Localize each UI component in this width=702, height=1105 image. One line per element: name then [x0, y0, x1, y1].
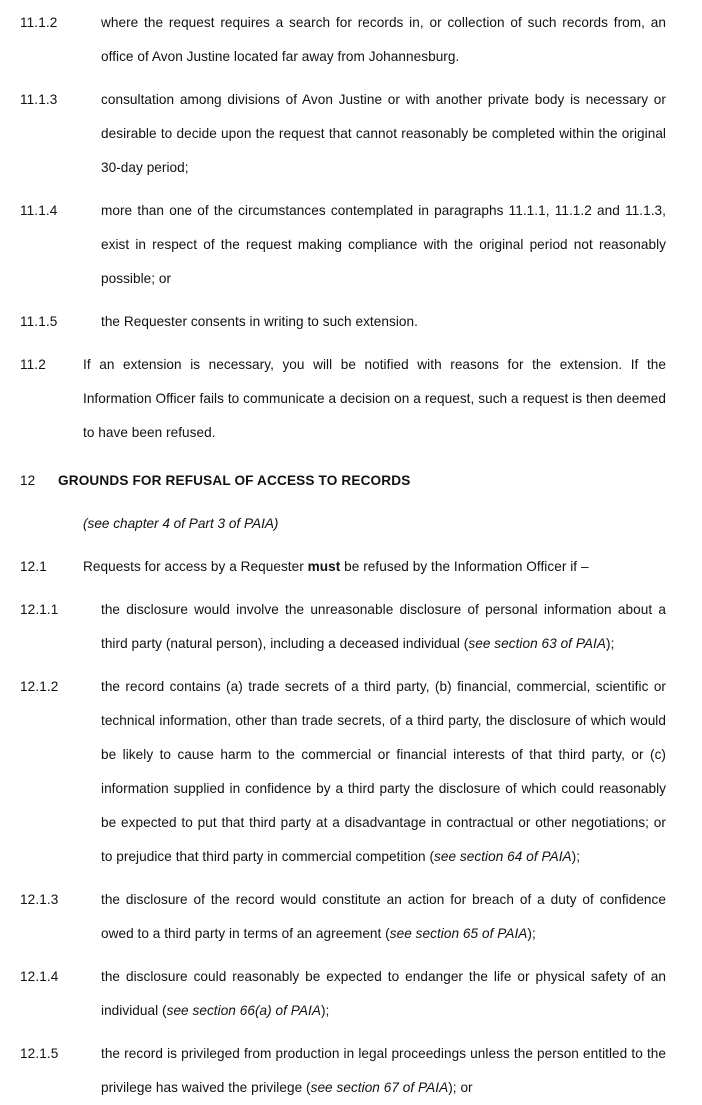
clause-number: 11.1.5	[20, 314, 58, 329]
statute-reference: see section 66(a) of PAIA	[166, 1003, 321, 1018]
clause-text	[83, 550, 666, 584]
clause-number: 12.1	[20, 559, 47, 574]
clause-text	[101, 670, 666, 874]
clause-12-1-1	[0, 593, 702, 661]
spacer	[0, 74, 702, 83]
clause-text: If an extension is necessary, you will be notified with reasons for the extension. If the Information Officer fails to communicate a decision on a request, such a request is then deemed to have been refused.	[83, 357, 666, 440]
clause-number: 11.1.3	[20, 92, 58, 107]
statute-reference: see section 65 of PAIA	[389, 926, 528, 941]
clause-number: 12.1.2	[20, 679, 59, 694]
clause-text	[101, 593, 666, 661]
clause-number: 12.1.5	[20, 1046, 59, 1061]
statute-reference: see section 63 of PAIA	[468, 636, 606, 651]
spacer	[0, 584, 702, 593]
clause-text: the Requester consents in writing to such extension.	[101, 314, 418, 329]
clause-11-1-3	[0, 83, 702, 185]
clause-text-part: Requests for access by a Requester	[83, 559, 308, 574]
clause-11-1-4	[0, 194, 702, 296]
section-heading-12	[0, 464, 702, 498]
statute-reference: see section 64 of PAIA	[434, 849, 572, 864]
clause-text: more than one of the circumstances contemplated in paragraphs 11.1.1, 11.1.2 and 11.1.3, exist in respect of the request making compliance with the original period not reasonably possible; or	[101, 203, 666, 286]
clause-text-part: the record is privileged from production in legal proceedings unless the person entitled to the privilege has waived the privilege (	[101, 1046, 666, 1095]
clause-number: 12.1.4	[20, 969, 59, 984]
clause-text-part: the disclosure of the record would constitute an action for breach of a duty of confidence owed to a third party in terms of an agreement (	[101, 892, 666, 941]
clause-text: where the request requires a search for records in, or collection of such records from, an office of Avon Justine located far away from Johannesburg.	[101, 15, 666, 64]
clause-text	[101, 1037, 666, 1105]
clause-text-part: the disclosure could reasonably be expected to endanger the life or physical safety of an individual (	[101, 969, 666, 1018]
clause-11-2	[0, 348, 702, 450]
clause-number: 11.1.2	[20, 15, 58, 30]
emphasis-must: must	[307, 559, 341, 574]
clause-number: 12.1.1	[20, 602, 59, 617]
clause-12-1-3	[0, 883, 702, 951]
clause-number: 11.2	[20, 357, 46, 372]
clause-11-1-2	[0, 6, 702, 74]
clause-text-part: be refused by the Information Officer if –	[340, 559, 589, 574]
clause-number: 12.1.3	[20, 892, 59, 907]
clause-text	[101, 960, 666, 1028]
clause-12-1	[0, 550, 702, 584]
clause-text-part: );	[527, 926, 536, 941]
clause-12-1-5	[0, 1037, 702, 1105]
spacer	[0, 951, 702, 960]
clause-12-1-2	[0, 670, 702, 874]
spacer	[0, 541, 702, 550]
clause-text-part: );	[571, 849, 581, 864]
page-title: GROUNDS FOR REFUSAL OF ACCESS TO RECORDS	[58, 473, 411, 488]
spacer	[0, 185, 702, 194]
spacer	[0, 296, 702, 305]
clause-text-part: the disclosure would involve the unreasonable disclosure of personal information about a third party (natural person), including a deceased individual (	[101, 602, 666, 651]
clause-text	[101, 883, 666, 951]
clause-11-1-5	[0, 305, 702, 339]
spacer	[0, 450, 702, 464]
heading-number: 12	[20, 473, 36, 488]
clause-text-part: ); or	[448, 1080, 473, 1095]
spacer	[0, 339, 702, 348]
clause-text-part: );	[320, 1003, 330, 1018]
clause-text-part: );	[606, 636, 615, 651]
spacer	[0, 661, 702, 670]
spacer	[0, 1028, 702, 1037]
clause-text-part: the record contains (a) trade secrets of a third party, (b) financial, commercial, scientific or technical information, other than trade secrets, of a third party, the disclosure of which would be likely to cause harm to the commercial or financial interests of that third party, or (c) information supplied in confidence by a third party the disclosure of which could reasonably be expected to put that third party at a disadvantage in contractual or other negotiations; or to prejudice that third party in commercial competition (	[101, 679, 666, 864]
statute-reference: see section 67 of PAIA	[310, 1080, 449, 1095]
clause-text: consultation among divisions of Avon Justine or with another private body is necessary or desirable to decide upon the request that cannot reasonably be completed within the original 30-day period;	[101, 92, 666, 175]
clause-number: 11.1.4	[20, 203, 58, 218]
section-reference-note: (see chapter 4 of Part 3 of PAIA)	[83, 516, 279, 531]
spacer	[0, 874, 702, 883]
spacer	[0, 498, 702, 507]
clause-12-1-4	[0, 960, 702, 1028]
